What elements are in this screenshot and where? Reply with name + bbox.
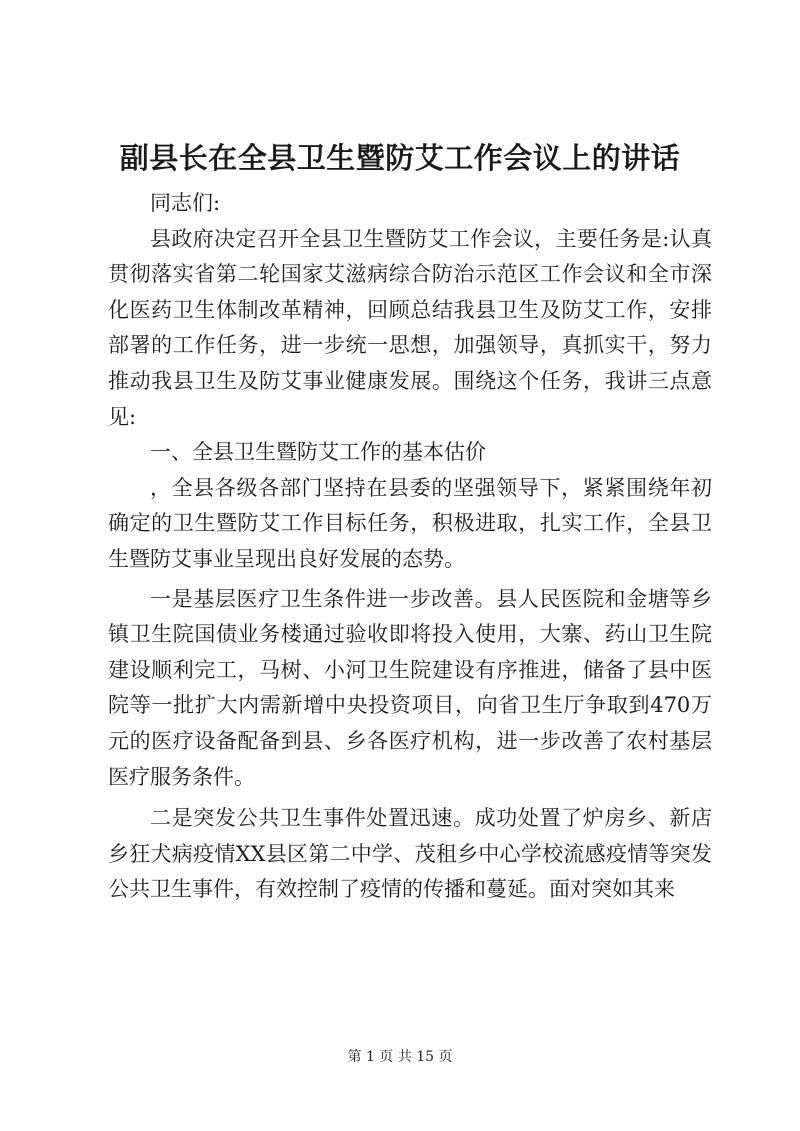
body-paragraph: 二是突发公共卫生事件处置迅速。成功处置了炉房乡、新店乡狂犬病疫情XX县区第二中学、茂租乡中心学校流感疫情等突发公共卫生事件，有效控制了疫情的传播和蔓延。面对突如其来 — [108, 806, 712, 902]
document-body — [108, 186, 712, 908]
salutation-paragraph: 同志们: — [150, 191, 221, 215]
section-heading: 一、全县卫生暨防艾工作的基本估价 — [150, 440, 486, 465]
page-number-footer: 第 1 页 共 15 页 — [347, 1049, 453, 1065]
body-paragraph: 一是基层医疗卫生条件进一步改善。县人民医院和金塘等乡镇卫生院国债业务楼通过验收即将投入使用，大寨、药山卫生院建设顺利完工，马树、小河卫生院建设有序推进，储备了县中医院等一批扩大内需新增中央投资项目，向省卫生厅争取到470万元的医疗设备配备到县、乡各医疗机构，进一步改善了农村基层医疗服务条件。 — [108, 586, 712, 789]
body-paragraph: ，全县各级各部门坚持在县委的坚强领导下，紧紧围绕年初确定的卫生暨防艾工作目标任务，积极进取，扎实工作，全县卫生暨防艾事业呈现出良好发展的态势。 — [108, 475, 712, 571]
intro-paragraph: 县政府决定召开全县卫生暨防艾工作会议，主要任务是:认真贯彻落实省第二轮国家艾滋病综合防治示范区工作会议和全市深化医药卫生体制改革精神，回顾总结我县卫生及防艾工作，安排部署的工作任务，进一步统一思想，加强领导，真抓实干，努力推动我县卫生及防艾事业健康发展。围绕这个任务，我讲三点意见: — [108, 226, 712, 429]
document-title: 副县长在全县卫生暨防艾工作会议上的讲话 — [119, 141, 681, 175]
